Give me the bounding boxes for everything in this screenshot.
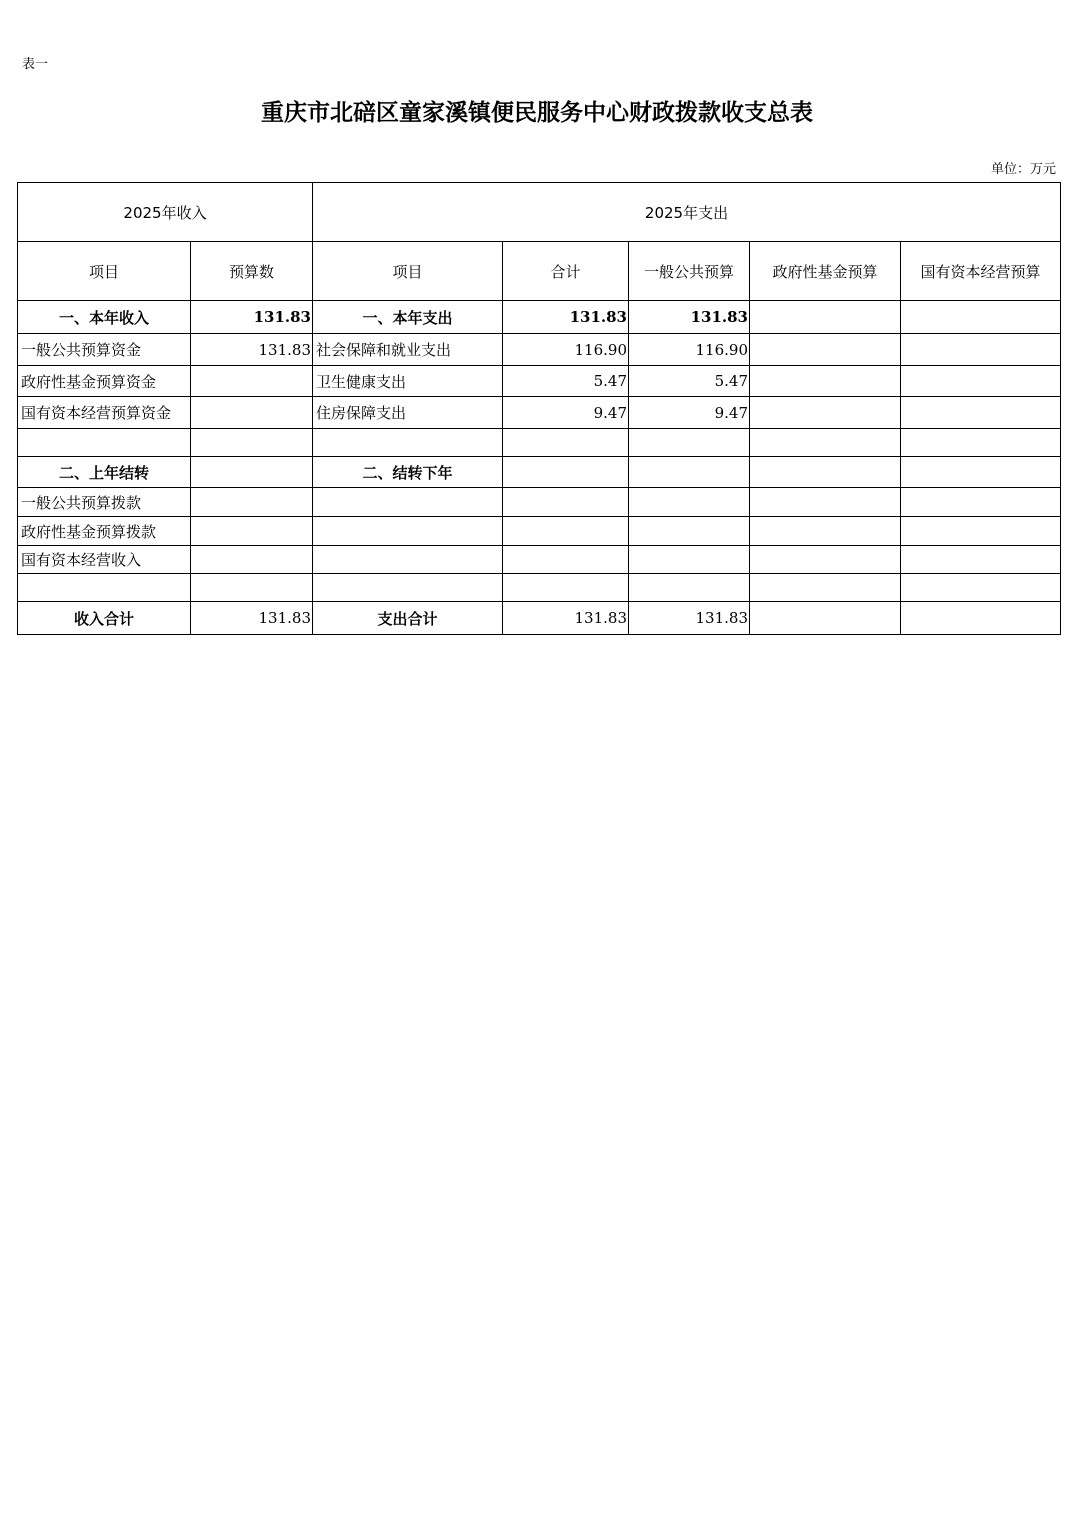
header-column-row xyxy=(18,242,1061,301)
expense-general-cell xyxy=(629,488,750,517)
expense-total-amount: 131.83 xyxy=(503,602,629,635)
expense-total-cell xyxy=(503,488,629,517)
expense-state-header: 国有资本经营预算 xyxy=(901,242,1061,301)
expense-general-cell xyxy=(629,517,750,546)
page-title: 重庆市北碚区童家溪镇便民服务中心财政拨款收支总表 xyxy=(261,100,813,126)
income-item-cell: 政府性基金预算拨款 xyxy=(18,517,191,546)
expense-item-cell xyxy=(313,517,503,546)
expense-general-cell: 116.90 xyxy=(629,334,750,366)
expense-state-cell xyxy=(901,574,1061,602)
table-row xyxy=(18,366,1061,397)
expense-fund-cell xyxy=(750,546,901,574)
expense-fund-total xyxy=(750,602,901,635)
income-amount-cell: 131.83 xyxy=(191,301,313,334)
expense-state-cell xyxy=(901,429,1061,457)
income-budget-header: 预算数 xyxy=(191,242,313,301)
expense-general-header: 一般公共预算 xyxy=(629,242,750,301)
expense-state-cell xyxy=(901,546,1061,574)
table-row-total xyxy=(18,602,1061,635)
income-total-amount: 131.83 xyxy=(191,602,313,635)
header-group-row xyxy=(18,183,1061,242)
expense-total-cell xyxy=(503,457,629,488)
income-amount-cell xyxy=(191,574,313,602)
expense-state-cell xyxy=(901,457,1061,488)
expense-total-cell: 131.83 xyxy=(503,301,629,334)
table-row xyxy=(18,301,1061,334)
expense-total-header: 合计 xyxy=(503,242,629,301)
table-row xyxy=(18,488,1061,517)
income-item-cell xyxy=(18,429,191,457)
table-row xyxy=(18,546,1061,574)
budget-table xyxy=(17,182,1061,635)
income-amount-cell xyxy=(191,517,313,546)
income-item-cell: 一般公共预算拨款 xyxy=(18,488,191,517)
income-amount-cell xyxy=(191,429,313,457)
income-item-cell: 二、上年结转 xyxy=(18,457,191,488)
table-row xyxy=(18,429,1061,457)
income-item-cell: 一、本年收入 xyxy=(18,301,191,334)
expense-state-cell xyxy=(901,397,1061,429)
income-amount-cell xyxy=(191,488,313,517)
income-item-cell: 一般公共预算资金 xyxy=(18,334,191,366)
table-row xyxy=(18,574,1061,602)
expense-state-cell xyxy=(901,301,1061,334)
income-amount-cell xyxy=(191,397,313,429)
income-item-cell: 国有资本经营预算资金 xyxy=(18,397,191,429)
expense-general-cell xyxy=(629,429,750,457)
expense-fund-cell xyxy=(750,397,901,429)
expense-general-cell xyxy=(629,574,750,602)
expense-fund-cell xyxy=(750,429,901,457)
income-total-label: 收入合计 xyxy=(18,602,191,635)
expense-general-total: 131.83 xyxy=(629,602,750,635)
expense-fund-cell xyxy=(750,517,901,546)
income-item-cell: 政府性基金预算资金 xyxy=(18,366,191,397)
income-item-cell xyxy=(18,574,191,602)
unit-label: 单位：万元 xyxy=(990,162,1056,177)
expense-state-cell xyxy=(901,517,1061,546)
expense-general-cell xyxy=(629,546,750,574)
expense-state-cell xyxy=(901,366,1061,397)
income-amount-cell: 131.83 xyxy=(191,334,313,366)
expense-total-cell xyxy=(503,546,629,574)
expense-fund-cell xyxy=(750,366,901,397)
expense-total-label: 支出合计 xyxy=(313,602,503,635)
expense-total-cell: 5.47 xyxy=(503,366,629,397)
expense-item-cell xyxy=(313,574,503,602)
expense-fund-cell xyxy=(750,301,901,334)
expense-general-cell: 5.47 xyxy=(629,366,750,397)
expense-fund-header: 政府性基金预算 xyxy=(750,242,901,301)
expense-state-cell xyxy=(901,488,1061,517)
expense-general-cell xyxy=(629,457,750,488)
expense-item-cell: 一、本年支出 xyxy=(313,301,503,334)
expense-total-cell xyxy=(503,429,629,457)
expense-state-total xyxy=(901,602,1061,635)
expense-item-cell: 住房保障支出 xyxy=(313,397,503,429)
expense-item-cell xyxy=(313,488,503,517)
expense-total-cell xyxy=(503,517,629,546)
expense-total-cell: 116.90 xyxy=(503,334,629,366)
income-amount-cell xyxy=(191,457,313,488)
table-row xyxy=(18,334,1061,366)
expense-total-cell: 9.47 xyxy=(503,397,629,429)
income-amount-cell xyxy=(191,546,313,574)
income-item-header: 项目 xyxy=(18,242,191,301)
expense-state-cell xyxy=(901,334,1061,366)
income-item-cell: 国有资本经营收入 xyxy=(18,546,191,574)
income-group-header: 2025年收入 xyxy=(18,183,313,242)
table-row xyxy=(18,517,1061,546)
expense-item-header: 项目 xyxy=(313,242,503,301)
expense-fund-cell xyxy=(750,457,901,488)
expense-fund-cell xyxy=(750,574,901,602)
expense-item-cell xyxy=(313,546,503,574)
expense-general-cell: 131.83 xyxy=(629,301,750,334)
expense-item-cell xyxy=(313,429,503,457)
expense-fund-cell xyxy=(750,334,901,366)
table-row xyxy=(18,457,1061,488)
table-row xyxy=(18,397,1061,429)
expense-item-cell: 社会保障和就业支出 xyxy=(313,334,503,366)
expense-fund-cell xyxy=(750,488,901,517)
expense-item-cell: 卫生健康支出 xyxy=(313,366,503,397)
expense-group-header: 2025年支出 xyxy=(313,183,1061,242)
income-amount-cell xyxy=(191,366,313,397)
expense-total-cell xyxy=(503,574,629,602)
expense-item-cell: 二、结转下年 xyxy=(313,457,503,488)
table-tag: 表一 xyxy=(22,57,49,72)
expense-general-cell: 9.47 xyxy=(629,397,750,429)
